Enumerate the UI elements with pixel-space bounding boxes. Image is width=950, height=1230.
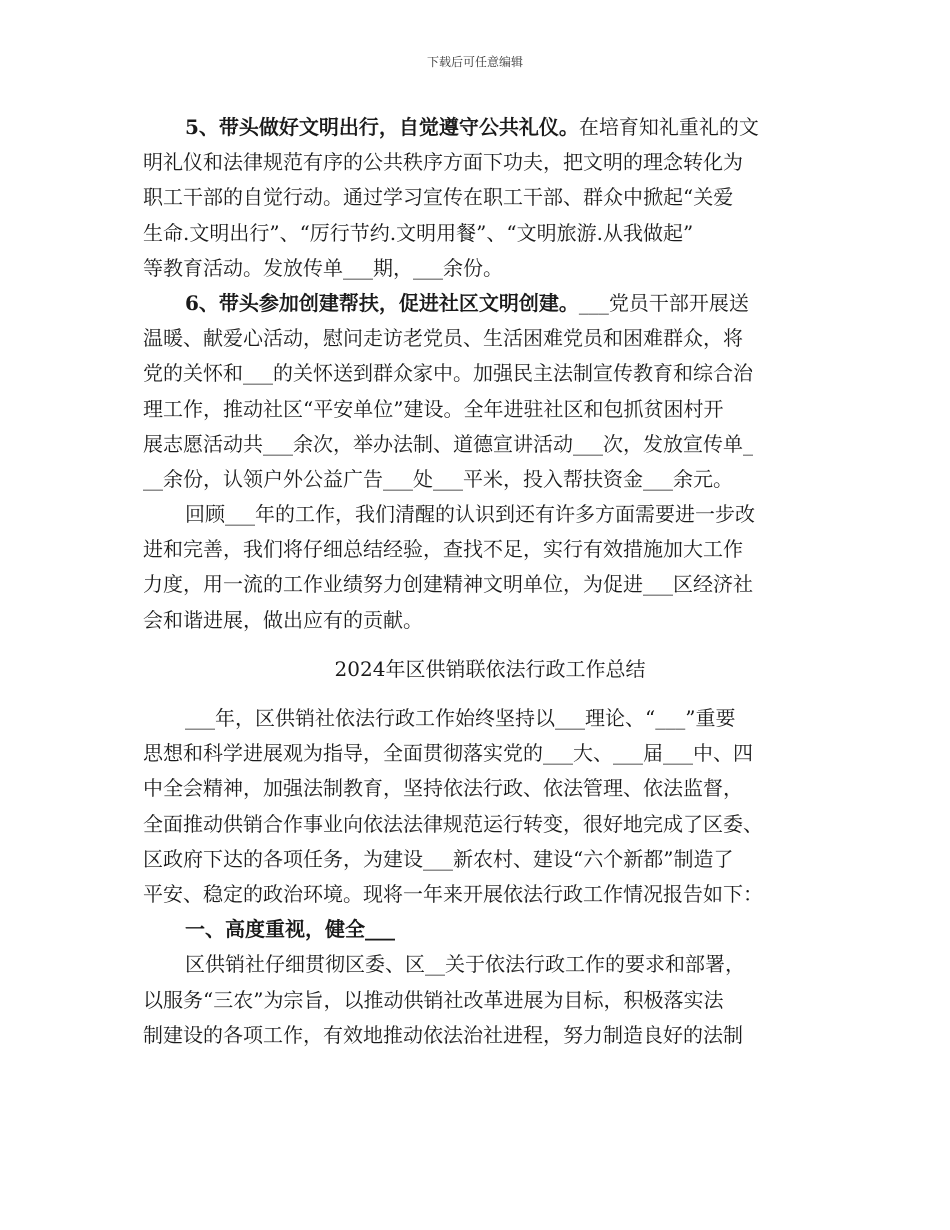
- line-text: ___党员干部开展送: [578, 290, 749, 315]
- bold-heading: 5、带头做好文明出行，自觉遵守公共礼仪。: [185, 115, 579, 139]
- paragraph-line: 制建设的各项工作，有效地推动依法治社进程，努力制造良好的法制: [143, 1022, 743, 1047]
- paragraph-line: 生命.文明出行”、“厉行节约.文明用餐”、“文明旅游.从我做起”: [143, 220, 694, 245]
- paragraph-line: 明礼仪和法律规范有序的公共秩序方面下功夫，把文明的理念转化为: [143, 150, 743, 175]
- paragraph-line: 理工作，推动社区“平安单位”建设。全年进驻社区和包抓贫困村开: [143, 396, 724, 421]
- page-header: 下载后可任意编辑: [426, 55, 523, 69]
- paragraph-line: 会和谐进展，做出应有的贡献。: [143, 607, 423, 632]
- bold-heading: 6、带头参加创建帮扶，促进社区文明创建。: [185, 290, 579, 315]
- paragraph-line: 全面推动供销合作事业向依法法律规范运行转变，很好地完成了区委、: [143, 811, 763, 836]
- paragraph-line: [143, 286, 815, 321]
- paragraph-line: ___年，区供销社依法行政工作始终坚持以___理论、“___”重要: [185, 706, 736, 730]
- paragraph-line: 职工干部的自觉行动。通过学习宣传在职工干部、群众中掀起“关爱: [143, 185, 734, 210]
- paragraph-line: 中全会精神，加强法制教育，坚持依法行政、依法管理、依法监督，: [143, 776, 743, 801]
- paragraph-line: [143, 110, 815, 145]
- paragraph-line: 平安、稳定的政治环境。现将一年来开展依法行政工作情况报告如下：: [143, 881, 763, 906]
- section-title: 2024年区供销联依法行政工作总结: [334, 656, 646, 681]
- paragraph-line: 思想和科学进展观为指导，全面贯彻落实党的___大、___届___中、四: [143, 741, 753, 766]
- document-body: [143, 110, 815, 1053]
- paragraph-line: 温暖、献爱心活动，慰问走访老党员、生活困难党员和困难群众，将: [143, 326, 743, 351]
- paragraph-line: 等教育活动。发放传单___期，___余份。: [143, 255, 503, 280]
- spacer: [143, 687, 815, 701]
- paragraph-line: 党的关怀和___的关怀送到群众家中。加强民主法制宣传教育和综合治: [143, 361, 753, 386]
- paragraph-line: 进和完善，我们将仔细总结经验，查找不足，实行有效措施加大工作: [143, 537, 743, 562]
- paragraph-line: 区供销社仔细贯彻区委、区__关于依法行政工作的要求和部署，: [185, 952, 745, 977]
- paragraph-line: 展志愿活动共___余次，举办法制、道德宣讲活动___次，发放宣传单_: [143, 431, 753, 456]
- spacer: [143, 638, 815, 652]
- paragraph-line: 回顾___年的工作，我们清醒的认识到还有许多方面需要进一步改: [185, 502, 755, 527]
- paragraph-line: [143, 912, 815, 947]
- paragraph-line: 区政府下达的各项任务，为建设___新农村、建设“六个新都”制造了: [143, 846, 734, 871]
- line-text: 在培育知礼重礼的文: [578, 115, 759, 139]
- paragraph-line: 以服务“三农”为宗旨，以推动供销社改革进展为目标，积极落实法: [143, 987, 724, 1012]
- paragraph-line: 力度，用一流的工作业绩努力创建精神文明单位，为促进___区经济社: [143, 572, 753, 597]
- bold-heading: 一、高度重视，健全___: [185, 917, 395, 942]
- paragraph-line: __余份，认领户外公益广告___处___平米，投入帮扶资金___余元。: [143, 466, 733, 491]
